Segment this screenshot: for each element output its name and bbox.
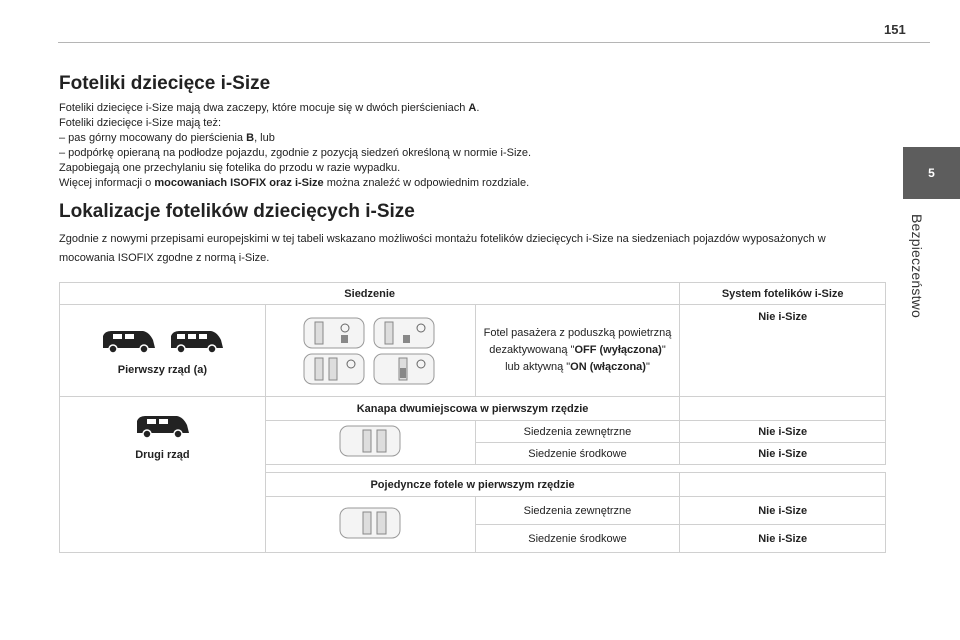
group-bench: Kanapa dwumiejscowa w pierwszym rzędzie (265, 397, 680, 421)
van-icon (99, 326, 157, 356)
intro-paragraph: Zgodnie z nowymi przepisami europejskimi w tej tabeli wskazano możliwości montażu fotelików dziecięcych i-Size na siedzeniach pojazdów wyposażonych w mocowania ISOFIX zgodne z normą i-Size. (59, 233, 826, 264)
cell-value: Nie i-Size (680, 421, 886, 443)
cell-middle: Siedzenie środkowe (475, 443, 680, 465)
cell-middle: Siedzenie środkowe (475, 525, 680, 553)
section-title-isize: Foteliki dziecięce i-Size (59, 73, 271, 94)
spacer-cell (265, 465, 885, 473)
cell-outer: Siedzenia zewnętrzne (475, 497, 680, 525)
seat-map-cell (265, 421, 475, 465)
seat-map-icon (373, 317, 435, 349)
seat-map-icon (303, 317, 365, 349)
row1-value: Nie i-Size (680, 305, 886, 397)
group-single: Pojedyncze fotele w pierwszym rzędzie (265, 473, 680, 497)
isize-table (59, 282, 886, 553)
cell-outer: Siedzenia zewnętrzne (475, 421, 680, 443)
group-empty (680, 397, 886, 421)
row1-description: Fotel pasażera z poduszką powietrzną dezaktywowaną "OFF (wyłączona)" lub aktywną "ON (włączona)" (475, 305, 680, 397)
text-line: Foteliki dziecięce i-Size mają dwa zaczepy, które mocuje się w dwóch pierścieniach A. (59, 102, 480, 114)
content (59, 73, 889, 268)
seat-map-icon (373, 353, 435, 385)
text-line: Foteliki dziecięce i-Size mają też: (59, 117, 222, 129)
table-row (60, 397, 886, 421)
text-line: – pas górny mocowany do pierścienia B, lub (59, 132, 275, 144)
cell-value: Nie i-Size (680, 497, 886, 525)
van-icon (167, 326, 225, 356)
chapter-tab[interactable]: 5 (903, 147, 960, 199)
cell-value: Nie i-Size (680, 443, 886, 465)
section-title-locations: Lokalizacje fotelików dziecięcych i-Size (59, 201, 415, 222)
text-line: Zapobiegają one przechylaniu się fotelika do przodu w razie wypadku. (59, 162, 401, 174)
top-rule (58, 42, 930, 43)
page-number: 151 (884, 22, 906, 37)
header-seat: Siedzenie (60, 283, 680, 305)
text-line: – podpórkę opieraną na podłodze pojazdu, zgodnie z pozycją siedzeń określoną w normie i-Size. (59, 147, 532, 159)
row-label-first: Pierwszy rząd (a) (117, 363, 208, 376)
seat-map-icon (303, 353, 365, 385)
header-system: System fotelików i-Size (680, 283, 886, 305)
row-label-second: Drugi rząd (135, 449, 190, 461)
table-row (60, 305, 886, 397)
table-header-row (60, 283, 886, 305)
row2-label-cell (60, 397, 266, 553)
text-line: Więcej informacji o mocowaniach ISOFIX oraz i-Size można znaleźć w odpowiednim rozdziale. (59, 177, 530, 189)
chapter-label: Bezpieczeństwo (909, 214, 925, 318)
seat-map-cell (265, 497, 475, 553)
row1-label-cell (60, 305, 266, 397)
cell-value: Nie i-Size (680, 525, 886, 553)
seat-map-cell (265, 305, 475, 397)
van-icon (133, 411, 191, 441)
seat-map-icon (339, 425, 401, 457)
group-empty (680, 473, 886, 497)
seat-map-icon (339, 507, 401, 539)
